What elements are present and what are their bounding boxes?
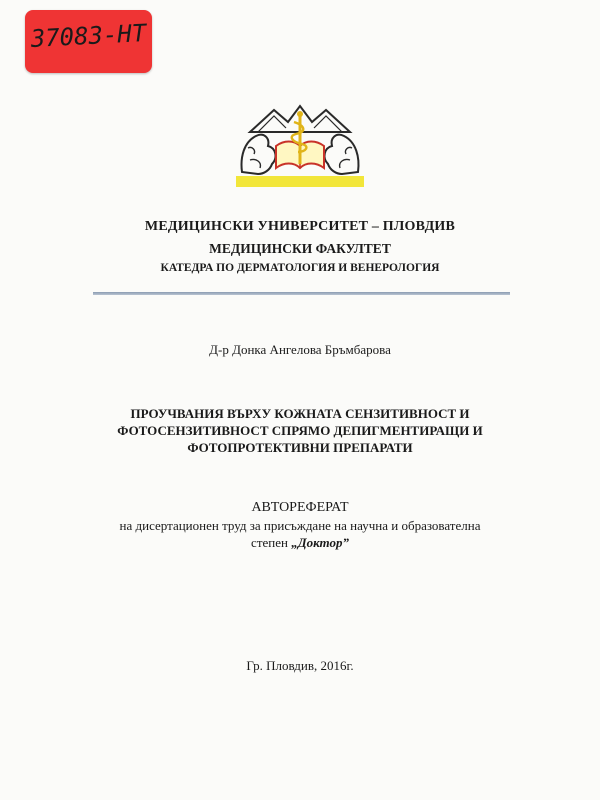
abstract-description-line-1: на дисертационен труд за присъждане на научна и образователна (119, 518, 481, 533)
degree-prefix: степен (251, 535, 292, 550)
abstract-label: АВТОРЕФЕРАТ (251, 500, 349, 515)
thesis-title-line-2: ФОТОСЕНЗИТИВНОСТ СПРЯМО ДЕПИГМЕНТИРАЩИ И (117, 423, 483, 438)
thesis-title-line-1: ПРОУЧВАНИЯ ВЪРХУ КОЖНАТА СЕНЗИТИВНОСТ И (130, 406, 470, 421)
abstract-description-line-2 (0, 535, 600, 551)
place-and-date: Гр. Пловдив, 2016г. (246, 658, 354, 673)
sticker-label: 37083-НТ (30, 18, 147, 54)
university-crest-icon (236, 102, 364, 188)
archive-sticker (25, 10, 152, 73)
author-name: Д-р Донка Ангелова Бръмбарова (209, 342, 391, 357)
horizontal-divider (93, 292, 510, 295)
university-name: МЕДИЦИНСКИ УНИВЕРСИТЕТ – ПЛОВДИВ (144, 219, 456, 234)
thesis-title-line-3: ФОТОПРОТЕКТИВНИ ПРЕПАРАТИ (187, 440, 413, 455)
department-name: КАТЕДРА ПО ДЕРМАТОЛОГИЯ И ВЕНЕРОЛОГИЯ (160, 262, 440, 274)
faculty-name: МЕДИЦИНСКИ ФАКУЛТЕТ (209, 241, 391, 256)
degree-name: „Доктор” (291, 535, 349, 550)
